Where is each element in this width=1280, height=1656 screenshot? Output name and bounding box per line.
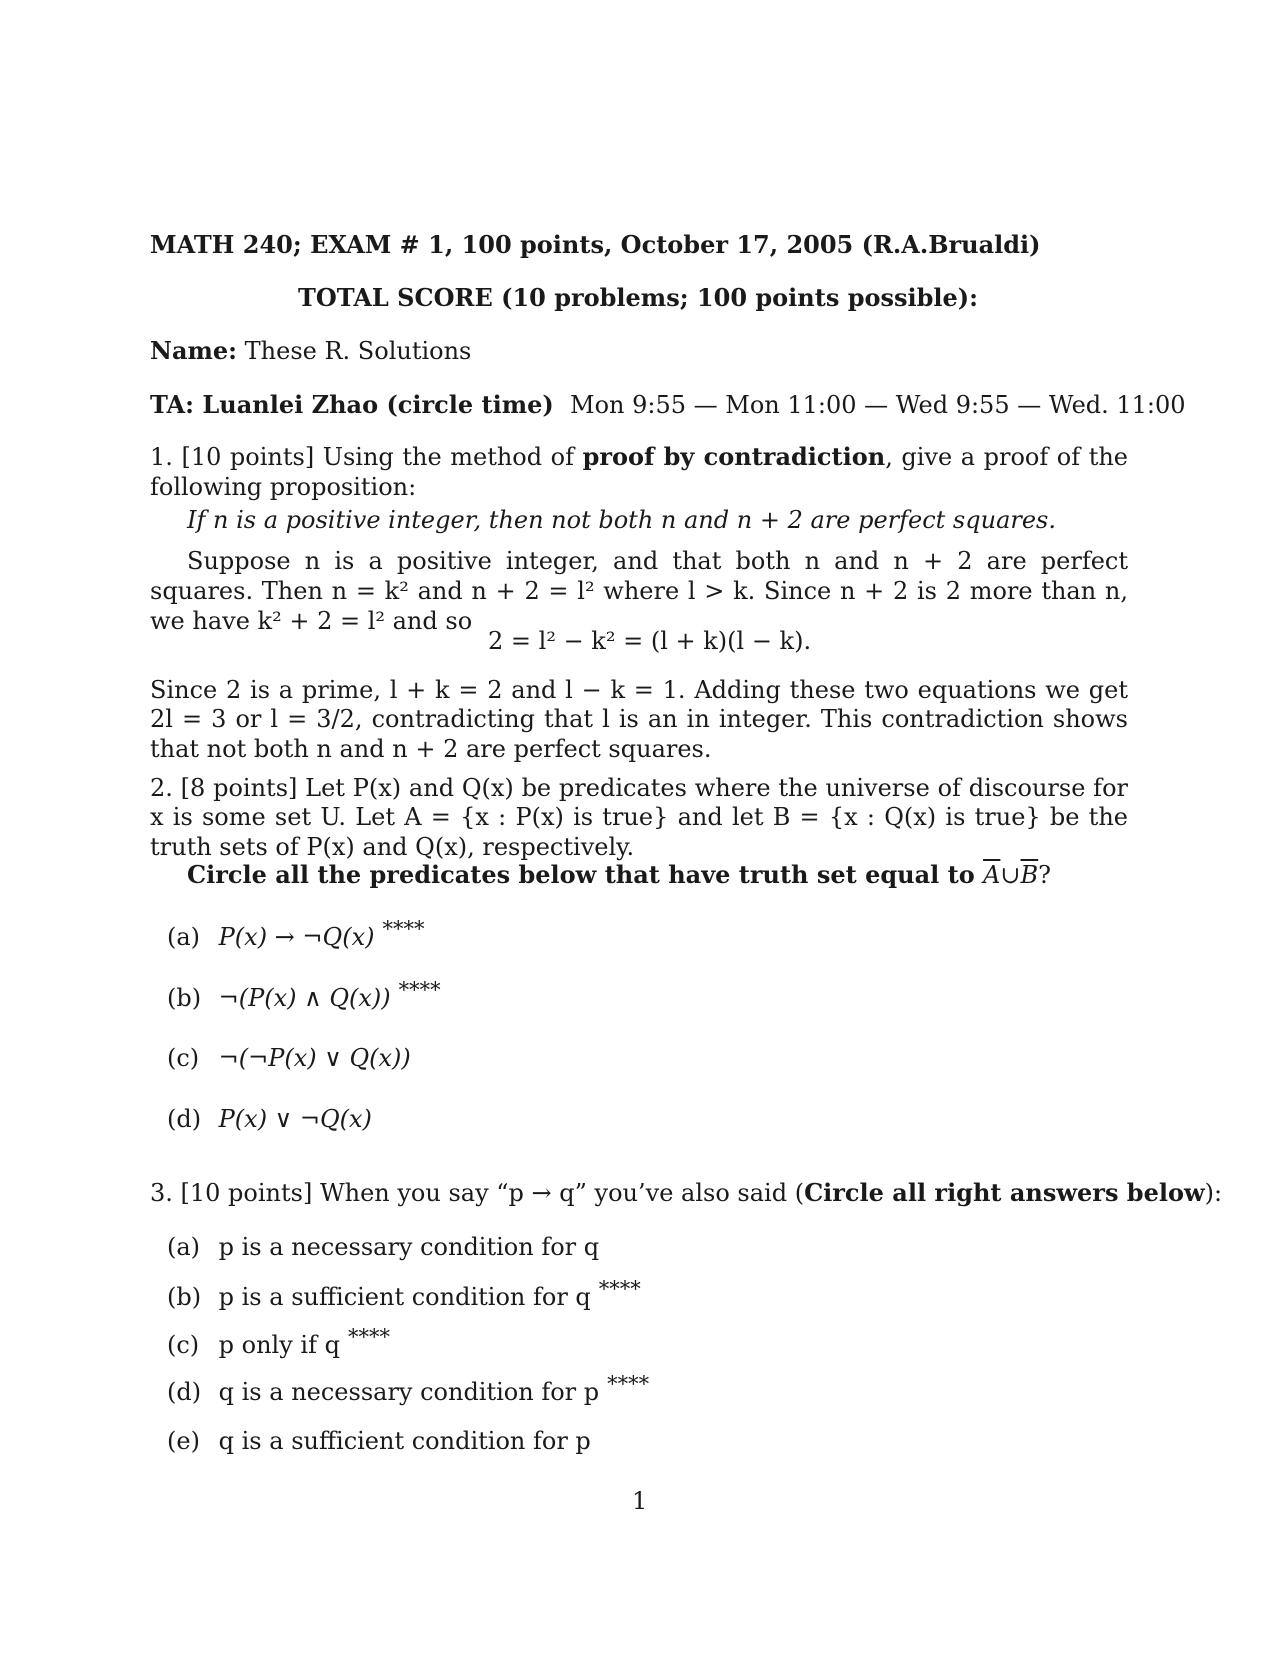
ta-times: Mon 9:55 — Mon 11:00 — Wed 9:55 — Wed. 11:00 bbox=[570, 391, 1186, 419]
problem-2-option-a[interactable] bbox=[167, 917, 425, 952]
problem-2-instruction-text: Circle all the predicates below that have truth set equal to bbox=[187, 860, 975, 889]
problem-1-equation: 2 = l² − k² = (l + k)(l − k). bbox=[488, 627, 812, 655]
problem-1-heading-bold: proof by contradiction bbox=[582, 442, 886, 471]
answer-mark: **** bbox=[347, 1325, 390, 1349]
option-text: ¬(P(x) ∧ Q(x)) bbox=[218, 984, 391, 1012]
option-text: p is a necessary condition for q bbox=[218, 1233, 600, 1261]
total-score-line: TOTAL SCORE (10 problems; 100 points possible): bbox=[298, 283, 979, 312]
option-label: (d) bbox=[167, 1378, 202, 1406]
option-label: (b) bbox=[167, 1283, 202, 1311]
problem-2-option-b[interactable] bbox=[167, 978, 441, 1013]
problem-1-conclusion: Since 2 is a prime, l + k = 2 and l − k = 1. Adding these two equations we get 2l = 3 or l = 3/2, contradicting that l is an in integer. This contradiction shows that not both n and n + 2 are perfect squares. bbox=[150, 676, 1128, 763]
option-label: (a) bbox=[167, 1233, 201, 1261]
question-mark: ? bbox=[1038, 861, 1052, 889]
option-label: (c) bbox=[167, 1331, 200, 1359]
name-line bbox=[150, 336, 471, 366]
problem-1-heading-a: 1. [10 points] Using the method of bbox=[150, 443, 574, 471]
problem-2-statement: 2. [8 points] Let P(x) and Q(x) be predicates where the universe of discourse for x is some set U. Let A = {x : P(x) is true} and let B = {x : Q(x) is true} be the truth sets of P(x) and Q(x), respectively. bbox=[150, 774, 1128, 861]
answer-mark: **** bbox=[382, 917, 425, 941]
problem-3-statement-a: 3. [10 points] When you say “p → q” you’ve also said ( bbox=[150, 1179, 805, 1207]
option-label: (c) bbox=[167, 1044, 200, 1072]
problem-2-option-c[interactable] bbox=[167, 1043, 411, 1073]
option-text: p only if q bbox=[218, 1331, 340, 1359]
problem-3-option-d[interactable] bbox=[167, 1372, 650, 1407]
problem-1-solution-line1: Suppose n is a positive integer, and that both n and n + 2 are perfect squares. Then bbox=[150, 547, 1128, 605]
answer-mark: **** bbox=[398, 978, 441, 1002]
set-a-complement: $\overline{A}$ bbox=[983, 861, 1001, 889]
ta-label: TA: Luanlei Zhao (circle time) bbox=[150, 390, 554, 419]
problem-3-option-b[interactable] bbox=[167, 1277, 641, 1312]
answer-mark: **** bbox=[598, 1277, 641, 1301]
option-text: P(x) ∨ ¬Q(x) bbox=[218, 1105, 372, 1133]
answer-mark: **** bbox=[607, 1372, 650, 1396]
option-text: ¬(¬P(x) ∨ Q(x)) bbox=[218, 1044, 411, 1072]
problem-3-statement bbox=[150, 1178, 1222, 1208]
problem-1-heading-b: , give a proof of the following proposition: bbox=[150, 443, 1128, 501]
problem-1-solution bbox=[150, 546, 1128, 636]
option-text: q is a sufficient condition for p bbox=[218, 1427, 591, 1455]
problem-1-solution-line2: n = k² and n + 2 = l² where l > k. Since n + 2 is 2 more than n, we have k² + 2 = l² and so bbox=[150, 577, 1128, 635]
problem-3-statement-b: ): bbox=[1204, 1179, 1223, 1207]
problem-2-instruction bbox=[187, 860, 1051, 890]
page-number: 1 bbox=[632, 1487, 648, 1515]
union-symbol: ∪ bbox=[1000, 861, 1021, 889]
problem-3-statement-bold: Circle all right answers below bbox=[804, 1178, 1205, 1207]
problem-3-option-c[interactable] bbox=[167, 1325, 390, 1360]
set-b-complement: $\overline{B}$ bbox=[1020, 861, 1039, 889]
name-label: Name: bbox=[150, 336, 238, 365]
problem-1-proposition: If n is a positive integer, then not both n and n + 2 are perfect squares. bbox=[187, 506, 1056, 534]
option-label: (e) bbox=[167, 1427, 200, 1455]
option-text: P(x) → ¬Q(x) bbox=[218, 923, 375, 951]
option-label: (a) bbox=[167, 923, 201, 951]
option-label: (d) bbox=[167, 1105, 202, 1133]
problem-2-option-d[interactable] bbox=[167, 1104, 372, 1134]
problem-3-option-e[interactable] bbox=[167, 1426, 591, 1456]
option-label: (b) bbox=[167, 984, 202, 1012]
problem-3-option-a[interactable] bbox=[167, 1232, 599, 1262]
name-value: These R. Solutions bbox=[244, 337, 472, 365]
option-text: q is a necessary condition for p bbox=[218, 1378, 600, 1406]
exam-title: MATH 240; EXAM # 1, 100 points, October 17, 2005 (R.A.Brualdi) bbox=[150, 230, 1041, 259]
problem-1-statement bbox=[150, 442, 1128, 502]
option-text: p is a sufficient condition for q bbox=[218, 1283, 591, 1311]
